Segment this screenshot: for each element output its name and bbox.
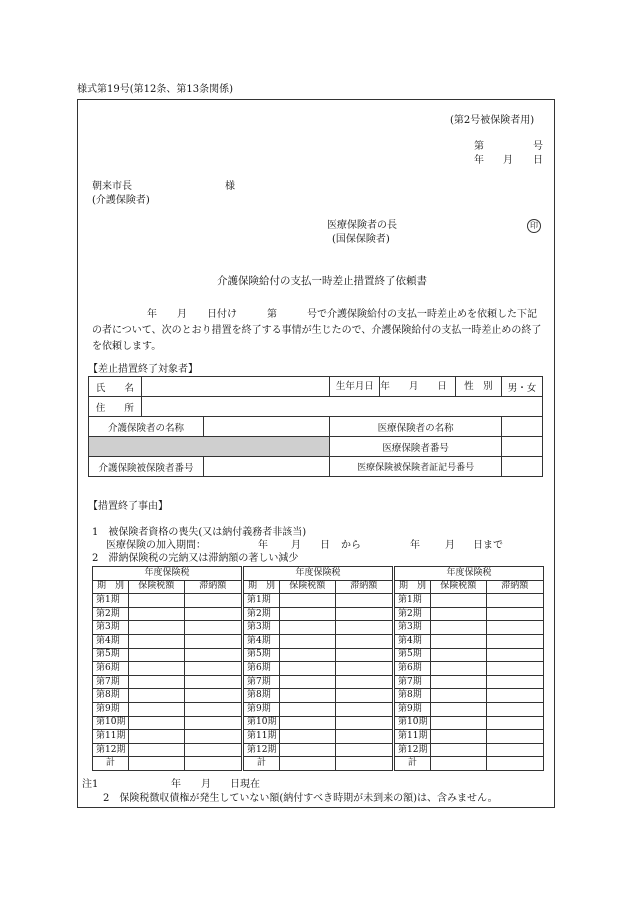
kaigo-insured-value [203, 457, 329, 477]
table-row [244, 675, 393, 689]
period-label: 第9期 [395, 702, 431, 716]
payment-table-3 [394, 566, 544, 771]
period-label: 第1期 [93, 594, 129, 608]
period-label: 第4期 [93, 634, 129, 648]
arrears-cell [486, 621, 543, 635]
arrears-cell [184, 716, 241, 730]
note1-year: 年 [171, 779, 181, 790]
total-label: 計 [93, 757, 129, 771]
period-label: 第10期 [244, 716, 280, 730]
tax-amount-cell [128, 689, 184, 703]
fiscal-year-header: 年度保険税 [244, 567, 393, 581]
fiscal-year-header: 年度保険税 [395, 567, 544, 581]
iryo-number-value [501, 437, 542, 457]
period-label: 第1期 [395, 594, 431, 608]
table-row [93, 648, 242, 662]
table-row [395, 634, 544, 648]
tax-amount-cell [128, 716, 184, 730]
arrears-cell [184, 730, 241, 744]
arrears-cell [486, 716, 543, 730]
target-heading: 【差止措置終了対象者】 [88, 364, 198, 375]
period-to-day: 日まで [473, 540, 503, 551]
address-value [141, 397, 542, 417]
arrears-cell [486, 662, 543, 676]
target-table [88, 376, 543, 477]
period-label: 第5期 [244, 648, 280, 662]
tax-amount-cell [128, 607, 184, 621]
tax-amount-cell [430, 730, 486, 744]
total-arrears-cell [335, 757, 392, 771]
tax-amount-cell [430, 702, 486, 716]
period-label: 第2期 [395, 607, 431, 621]
period-label: 第3期 [244, 621, 280, 635]
column-header: 保険税額 [279, 580, 335, 594]
column-header: 期 別 [93, 580, 129, 594]
date-day: 日 [533, 155, 543, 166]
column-header: 滞納額 [184, 580, 241, 594]
table-row [93, 675, 242, 689]
tax-amount-cell [279, 648, 335, 662]
period-label: 第7期 [93, 675, 129, 689]
note2: 2 保険税徴収債権が発生していない額(納付すべき時期が未到来の額)は、含みません。 [103, 793, 498, 804]
arrears-cell [335, 689, 392, 703]
address-label: 住 所 [89, 397, 142, 417]
arrears-cell [335, 675, 392, 689]
table-row [93, 621, 242, 635]
period-to-month: 月 [445, 540, 455, 551]
arrears-cell [184, 675, 241, 689]
tax-amount-cell [279, 716, 335, 730]
addressee-honorific: 様 [225, 181, 235, 192]
arrears-cell [335, 634, 392, 648]
period-from-day: 日 [320, 540, 330, 551]
period-label: 第9期 [93, 702, 129, 716]
note1-day: 日現在 [230, 779, 260, 790]
period-from-kara: から [341, 540, 361, 551]
table-row [244, 662, 393, 676]
sender-title: 医療保険者の長 [327, 220, 397, 231]
arrears-cell [335, 607, 392, 621]
iryo-insurer-value [501, 417, 542, 437]
name-value [141, 377, 330, 397]
dob-label: 生年月日 [330, 377, 380, 396]
arrears-cell [184, 689, 241, 703]
tax-amount-cell [430, 648, 486, 662]
period-label: 第1期 [244, 594, 280, 608]
arrears-cell [335, 621, 392, 635]
table-row [244, 730, 393, 744]
arrears-cell [184, 621, 241, 635]
total-tax-cell [128, 757, 184, 771]
period-label: 第12期 [395, 743, 431, 757]
period-label: 第11期 [244, 730, 280, 744]
tax-amount-cell [128, 730, 184, 744]
arrears-cell [486, 607, 543, 621]
period-label: 第12期 [93, 743, 129, 757]
reason-heading: 【措置終了事由】 [88, 501, 168, 512]
column-header: 期 別 [244, 580, 280, 594]
period-label: 第4期 [244, 634, 280, 648]
tax-amount-cell [279, 702, 335, 716]
tax-amount-cell [128, 702, 184, 716]
period-label: 第7期 [395, 675, 431, 689]
tax-amount-cell [430, 594, 486, 608]
table-row [395, 743, 544, 757]
tax-amount-cell [128, 648, 184, 662]
period-label: 第3期 [93, 621, 129, 635]
shaded-cell [89, 437, 330, 457]
sender-role: (国保保険者) [332, 234, 390, 245]
table-row [395, 675, 544, 689]
arrears-cell [486, 730, 543, 744]
table-row [395, 648, 544, 662]
addressee-name: 朝来市長 [92, 181, 132, 192]
table-row [244, 634, 393, 648]
total-row [244, 757, 393, 771]
table-row [244, 702, 393, 716]
number-prefix: 第 [474, 141, 484, 152]
total-row [395, 757, 544, 771]
arrears-cell [335, 730, 392, 744]
column-header: 滞納額 [335, 580, 392, 594]
period-label: 第8期 [244, 689, 280, 703]
arrears-cell [184, 743, 241, 757]
table-row [395, 662, 544, 676]
payment-table-2 [243, 566, 393, 771]
iryo-insured-label: 医療保険被保険者証記号番号 [330, 457, 502, 477]
arrears-cell [486, 689, 543, 703]
tax-amount-cell [279, 607, 335, 621]
arrears-cell [184, 648, 241, 662]
tax-amount-cell [279, 743, 335, 757]
period-label: 第10期 [395, 716, 431, 730]
iryo-insurer-label: 医療保険者の名称 [330, 417, 502, 437]
tax-amount-cell [279, 594, 335, 608]
period-label: 第12期 [244, 743, 280, 757]
table-row [244, 648, 393, 662]
seal-mark: 印 [527, 219, 541, 233]
table-row [244, 607, 393, 621]
tax-amount-cell [279, 675, 335, 689]
tax-amount-cell [128, 634, 184, 648]
usage-label: (第2号被保険者用) [450, 115, 535, 126]
reason-item2: 2 滞納保険税の完納又は滞納額の著しい減少 [92, 553, 299, 564]
total-label: 計 [395, 757, 431, 771]
period-label: 第2期 [244, 607, 280, 621]
tax-amount-cell [128, 594, 184, 608]
arrears-cell [486, 675, 543, 689]
tax-amount-cell [430, 675, 486, 689]
table-row [395, 607, 544, 621]
body-text: 年 月 日付け 第 号で介護保険給付の支払一時差止めを依頼した下記の者について、次のとおり措置を終了する事情が生じたので、介護保険給付の支払一時差止めの終了を依頼します。 [92, 309, 542, 352]
iryo-insured-value [501, 457, 542, 477]
arrears-cell [335, 716, 392, 730]
form-label: 様式第19号(第12条、第13条関係) [77, 84, 233, 95]
payment-table-1 [92, 566, 242, 771]
tax-amount-cell [430, 607, 486, 621]
table-row [93, 730, 242, 744]
gender-value: 男・女 [501, 377, 542, 397]
table-row [93, 607, 242, 621]
period-label: 第5期 [395, 648, 431, 662]
arrears-cell [184, 662, 241, 676]
period-label: 第5期 [93, 648, 129, 662]
period-label: 第3期 [395, 621, 431, 635]
arrears-cell [335, 743, 392, 757]
table-row [395, 689, 544, 703]
table-row [93, 594, 242, 608]
arrears-cell [335, 662, 392, 676]
tax-amount-cell [279, 730, 335, 744]
table-row [395, 621, 544, 635]
tax-amount-cell [279, 689, 335, 703]
kaigo-insurer-label: 介護保険者の名称 [89, 417, 204, 437]
period-label: 医療保険の加入期間： [106, 540, 206, 551]
tax-amount-cell [430, 662, 486, 676]
arrears-cell [335, 594, 392, 608]
total-tax-cell [279, 757, 335, 771]
tax-amount-cell [128, 662, 184, 676]
document-title: 介護保険給付の支払一時差止措置終了依頼書 [217, 275, 427, 287]
gender-label: 性 別 [464, 381, 493, 392]
period-label: 第6期 [244, 662, 280, 676]
table-row [93, 634, 242, 648]
period-label: 第9期 [244, 702, 280, 716]
column-header: 滞納額 [486, 580, 543, 594]
tax-amount-cell [430, 743, 486, 757]
date-month: 月 [503, 155, 513, 166]
table-row [93, 743, 242, 757]
table-row [93, 716, 242, 730]
tax-amount-cell [128, 675, 184, 689]
arrears-cell [184, 607, 241, 621]
iryo-number-label: 医療保険者番号 [330, 437, 502, 457]
period-label: 第10期 [93, 716, 129, 730]
period-label: 第2期 [93, 607, 129, 621]
addressee-role: (介護保険者) [92, 195, 150, 206]
tax-amount-cell [430, 621, 486, 635]
note1-label: 注1 [82, 779, 99, 790]
table-row [93, 702, 242, 716]
table-row [395, 702, 544, 716]
tax-amount-cell [128, 621, 184, 635]
table-row [244, 594, 393, 608]
date-year: 年 [474, 155, 484, 166]
tax-amount-cell [128, 743, 184, 757]
period-label: 第11期 [395, 730, 431, 744]
tax-amount-cell [279, 662, 335, 676]
column-header: 期 別 [395, 580, 431, 594]
period-label: 第4期 [395, 634, 431, 648]
arrears-cell [486, 702, 543, 716]
tax-amount-cell [430, 634, 486, 648]
total-arrears-cell [184, 757, 241, 771]
total-row [93, 757, 242, 771]
period-label: 第6期 [93, 662, 129, 676]
column-header: 保険税額 [128, 580, 184, 594]
arrears-cell [486, 743, 543, 757]
table-row [395, 594, 544, 608]
arrears-cell [486, 648, 543, 662]
name-label: 氏 名 [89, 377, 142, 397]
table-row [244, 743, 393, 757]
period-label: 第6期 [395, 662, 431, 676]
column-header: 保険税額 [430, 580, 486, 594]
table-row [395, 716, 544, 730]
tax-amount-cell [279, 634, 335, 648]
dob-value: 年 月 日 [380, 377, 456, 396]
table-row [244, 716, 393, 730]
table-row [93, 689, 242, 703]
note1-month: 月 [201, 779, 211, 790]
table-row [93, 662, 242, 676]
kaigo-insurer-value [203, 417, 329, 437]
tax-amount-cell [279, 621, 335, 635]
period-from-month: 月 [291, 540, 301, 551]
period-label: 第8期 [395, 689, 431, 703]
period-label: 第8期 [93, 689, 129, 703]
table-row [244, 689, 393, 703]
total-label: 計 [244, 757, 280, 771]
total-tax-cell [430, 757, 486, 771]
table-row [244, 621, 393, 635]
period-from-year: 年 [258, 540, 268, 551]
table-row [395, 730, 544, 744]
arrears-cell [335, 702, 392, 716]
kaigo-insured-label: 介護保険被保険者番号 [89, 457, 204, 477]
total-arrears-cell [486, 757, 543, 771]
reason-item1: 1 被保険者資格の喪失(又は納付義務者非該当) [92, 527, 307, 538]
period-label: 第11期 [93, 730, 129, 744]
arrears-cell [335, 648, 392, 662]
arrears-cell [486, 594, 543, 608]
arrears-cell [184, 634, 241, 648]
period-to-year: 年 [410, 540, 420, 551]
arrears-cell [184, 594, 241, 608]
arrears-cell [184, 702, 241, 716]
tax-amount-cell [430, 716, 486, 730]
tax-amount-cell [430, 689, 486, 703]
period-label: 第7期 [244, 675, 280, 689]
number-suffix: 号 [533, 141, 543, 152]
fiscal-year-header: 年度保険税 [93, 567, 242, 581]
arrears-cell [486, 634, 543, 648]
